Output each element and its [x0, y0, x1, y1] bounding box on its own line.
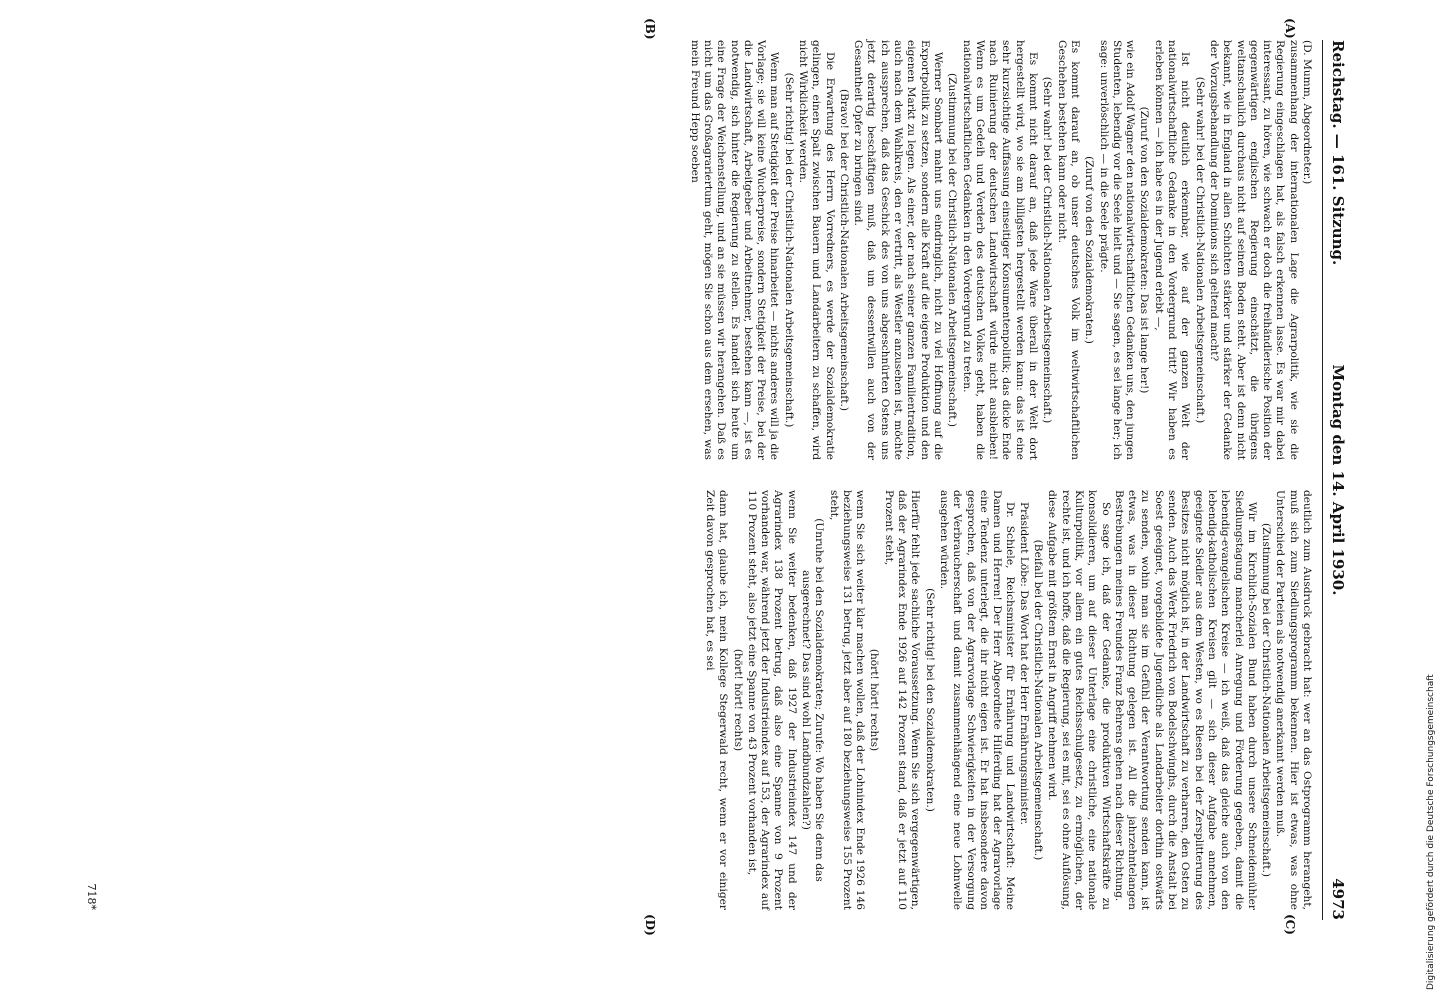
right-column-paragraph: Hierfür fehlt jede sachliche Voraussetzung. Wenn Sie sich vergegenwärtigen, daß der Agrarindex Ende 1926 auf 142 Prozent stand, daß er jetzt auf 110 Prozent steht, [882, 490, 922, 910]
left-column-interjection: (Bravo! bei der Christlich-Nationalen Arbeitsgemeinschaft.) [837, 89, 850, 411]
running-header [1323, 40, 1347, 920]
left-column-interjection: (Sehr wahr! bei der Christlich-Nationalen Arbeitsgemeinschaft.) [1041, 76, 1054, 424]
rotated-page [77, 18, 1357, 936]
left-column-interjection: (Sehr richtig! bei der Christlich-Nationalen Arbeitsgemeinschaft.) [782, 72, 795, 428]
margin-marker-a: (A) [1283, 18, 1297, 39]
document-page [77, 18, 1357, 936]
left-column-paragraph: Die Erwartung des Herrn Vorredners, es werde der Sozialdemokratie gelingen, einen Spalt zwischen Bauern und Landarbeitern zu schaffen, wird nicht Wirklichkeit werden. [797, 40, 836, 460]
right-column-paragraph: wenn Sie sich weiter klar machen wollen, daß der Lohnindex Ende 1926 146 beziehungsweise 131 betrug, jetzt aber auf 180 beziehungsweise 155 Prozent steht, [827, 490, 867, 910]
right-column-interjection: (Unruhe bei den Sozialdemokraten; Zurufe: Wo haben Sie denn das ausgerechnet? Das sind wohl Landbundzahlen?) [800, 518, 826, 882]
right-column-interjection: (hört! hört! rechts) [868, 648, 881, 752]
left-column-paragraph: wie ein Adolf Wagner den nationalwirtschaftlichen Gedanken uns, den jungen Studenten, lebendig vor die Seele hielt und — Sie sagen, es sei lange her; ich sage: unverlöschlich — in die Seele prägte. [1097, 40, 1137, 460]
left-column-paragraph: Ist nicht deutlich erkennbar, wie auf der ganzen Welt der nationalwirtschaftliche Gedanke in den Vordergrund tritt? Wir haben es erleben können — ich habe es in der Jugend erlebt —, [1152, 40, 1192, 460]
margin-marker-c: (C) [1283, 914, 1297, 935]
left-column-paragraph: zusammenhang der internationalen Lage die Agrarpolitik, wie sie die Regierung eingeschlagen hat, als falsch erkennen lasse. Es war mir dabei interessant, zu hören, wie schwach er doch die freihändlerische Position der gegenwärtigen englischen Regierung einschätzt, die übrigens weltanschaulich durchaus nicht auf seinem Boden steht. Aber ist denn nicht bekannt, wie in England in allen Schichten stärker und stärker der Gedanke der Vorzugsbehandlung der Dominions sich geltend macht? [1207, 40, 1300, 460]
left-column-paragraph: (D. Mumm, Abgeordneter.) [1301, 40, 1313, 185]
margin-marker-b: (B) [643, 18, 657, 40]
right-column-paragraph: deutlich zum Ausdruck gebracht hat: wer an das Ostprogramm herangeht, muß sich zum Siedlungsprogramm bekennen. Hier ist etwas, was ohne Unterschied der Parteien als notwendig anerkannt werden muß. [1274, 490, 1313, 910]
right-column-paragraph: So sage ich, daß der Gedanke, die produktiven Wirtschaftskräfte zu konsolidieren, um auf dieser Unterlage eine christliche, eine nationale Kulturpolitik, vor allem ein gutes Reichsschulgesetz, zu ermöglichen, der rechte ist, und ich hoffe, daß die Regierung, sei es mit, sei es ohne Auflösung, diese Aufgabe mit größtem Ernst in Angriff nehmen wird. [1046, 490, 1112, 910]
right-column-interjection: (Beifall bei der Christlich-Nationalen Arbeitsgemeinschaft.) [1032, 539, 1045, 861]
right-column-paragraph: Wir im Kirchlich-Sozialen Bund haben durch unsere Schneidemühler Siedlungstagung mancherlei Anregung und Förderung gegeben, damit die lebendig-evangelischen Kreise — ich weiß, daß das gleiche auch von den lebendig-katholischen Kreisen gilt — sich dieser Aufgabe annehmen, geeignete Siedler aus dem Westen, wo es Riesen bei der Zersplitterung des Besitzes nicht möglich ist, in der Landwirtschaft zu verharren, den Osten zu senden. Auch das Werk Friedrich von Bodelschwinghs, durch die Anstalt bei Soest geeignet, vorgebildete Jugendliche als Landarbeiter dorthin ostwärts zu senden, wohin man sie im Gefühl der Verantwortung senden kann, ist etwas, was in dieser Richtung gelegen ist. All die jahrzehntelangen Bestrebungen meines Freundes Franz Behrens gehen nach dieser Richtung. [1112, 490, 1258, 910]
right-column-interjection: (Sehr richtig! bei den Sozialdemokraten.) [923, 588, 936, 812]
right-column-paragraph: Präsident Löbe: Das Wort hat der Herr Ernährungsminister. [1017, 502, 1030, 825]
left-column-interjection: (Zuruf von den Sozialdemokraten.) [1083, 156, 1096, 344]
left-column-interjection: (Zuruf von den Sozialdemokraten: Das ist lange her!) [1138, 106, 1151, 394]
side-note-wrapper [1420, 500, 1436, 990]
page-number: 4973 [1329, 878, 1347, 920]
header-rule [1322, 40, 1323, 920]
left-column-paragraph: Wenn man auf Stetigkeit der Preise hinarbeitet — nichts anderes will ja die Vorlage; sie will keine Wucherpreise, sondern Stetigkeit der Preise, bei der die Landwirtschaft, Arbeitgeber und Arbeitnehmer, bestehen kann —, ist es notwendig, sich hinter die Regierung zu stellen. Es handelt sich heute um eine Frage der Weichenstellung, und an sie müssen wir herangehen. Daß es nicht um das Großagrariertum geht, mögen Sie schon aus dem ersehen, was mein Freund Hepp soeben [688, 40, 781, 460]
right-column-interjection: (Zustimmung bei der Christlich-Nationalen Arbeitsgemeinschaft.) [1260, 523, 1273, 877]
header-left: Reichstag. — 161. Sitzung. [1329, 40, 1347, 266]
left-column-interjection: (Zustimmung bei der Christlich-Nationalen Arbeitsgemeinschaft.) [946, 73, 959, 427]
left-column-paragraph: Es kommt darauf an, ob unser deutsches Volk im weltwirtschaftlichen Geschehen bestehen kann oder nicht. [1055, 40, 1081, 460]
left-column-interjection: (Sehr wahr! bei der Christlich-Nationalen Arbeitsgemeinschaft.) [1193, 76, 1206, 424]
left-column-paragraph: Es kommt nicht darauf an, daß jede Ware überall in der Welt dort hergestellt wird, wo sie am billigsten hergestellt werden kann: das ist eine sehr kurzsichtige Auffassung einseitiger Konsumentenpolitik; das dicke Ende nach Ruinierung der deutschen Landwirtschaft würde nicht ausbleiben! Wenn es um Gedeih und Verderb des deutschen Volkes geht, haben die nationalwirtschaftlichen Gedanken in den Vordergrund zu treten. [960, 40, 1040, 460]
margin-marker-d: (D) [643, 914, 657, 936]
right-column [107, 490, 1313, 910]
right-column-interjection: (hört! hört! rechts) [731, 648, 744, 752]
digitization-note: Digitalisierung gefördert durch die Deutsche Forschungsgemeinschaft [1426, 674, 1436, 990]
left-column-paragraph: Werner Sombart mahnt uns eindringlich, nicht zu viel Hoffnung auf die Exportpolitik zu setzen, sondern alle Kraft auf die eigene Produktion und den eigenen Markt zu legen. Als einer, der nach seiner ganzen Familientradition, auch nach dem Wahlkreis, den er vertritt, als Westler anzusehen ist, möchte ich aussprechen, daß das Geschick des von uns abgeschnürten Ostens uns jetzt derartig beschäftigen muß, daß um dessentwillen auch von der Gesamtheit Opfer zu bringen sind. [852, 40, 944, 460]
left-column [107, 40, 1313, 460]
right-column-paragraph: dann hat, glaube ich, mein Kollege Stegerwald recht, wenn er vor einiger Zeit davon gesprochen hat, es sei [703, 490, 730, 910]
right-column-paragraph: wenn Sie weiter bedenken, daß 1927 der Industrieindex 147 und der Agrarindex 138 Prozent betrug, daß also eine Spanne von 9 Prozent vorhanden war, während jetzt der Industrieindex auf 153, der Agrarindex auf 110 Prozent steht, also jetzt eine Spanne von 43 Prozent vorhanden ist, [745, 490, 798, 910]
footer-page-code: 718* [85, 883, 98, 910]
header-date: Montag den 14. April 1930. [1329, 364, 1347, 596]
right-column-paragraph: Dr. Schiele, Reichsminister für Ernährung und Landwirtschaft: Meine Damen und Herren! Der Herr Abgeordnete Hilferding hat der Agrarvorlage eine Tendenz unterlegt, die ihr nicht eigen ist. Er hat insbesondere davon gesprochen, daß von der Agrarvorlage Schwierigkeiten in der Versorgung der Verbraucherschaft und damit zusammenhängend eine neue Lohnwelle ausgehen würden. [937, 490, 1017, 910]
